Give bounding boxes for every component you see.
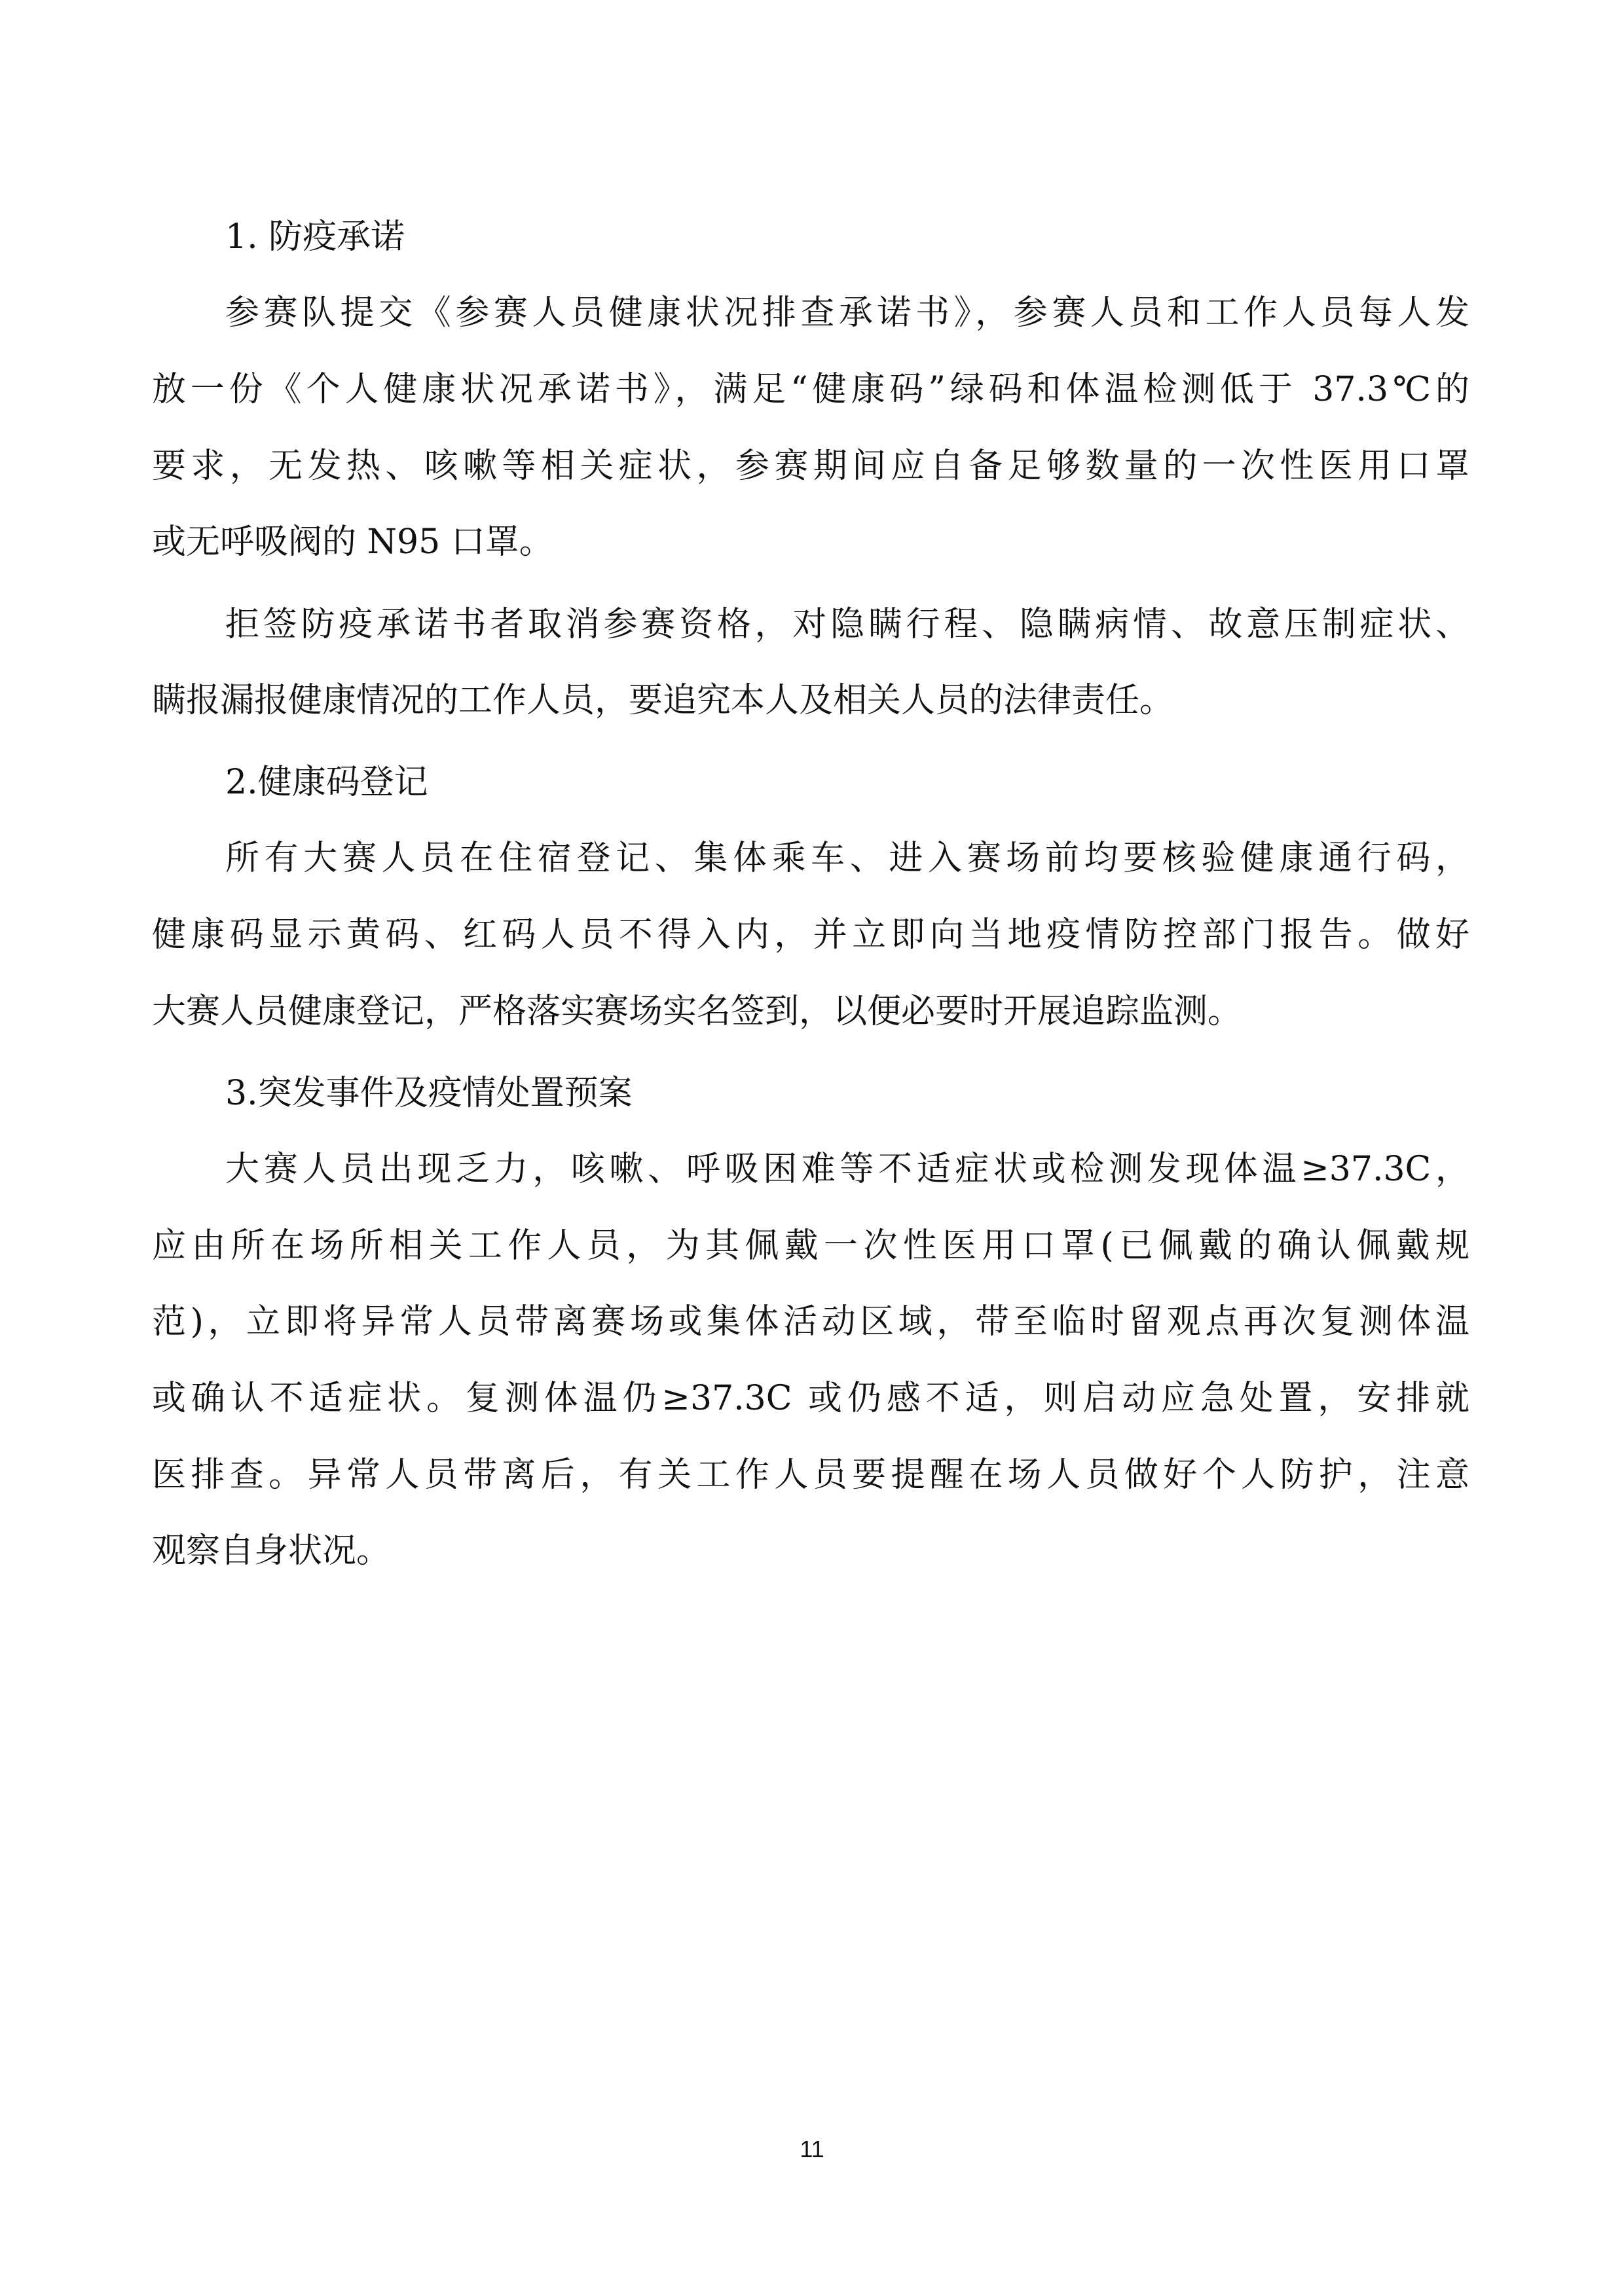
paragraph-line: 范)，立即将异常人员带离赛场或集体活动区域，带至临时留观点再次复测体温 — [152, 1302, 1469, 1341]
paragraph-line: 参赛队提交《参赛人员健康状况排查承诺书》，参赛人员和工作人员每人发 — [225, 293, 1469, 333]
paragraph-line: 应由所在场所相关工作人员，为其佩戴一次性医用口罩(已佩戴的确认佩戴规 — [152, 1226, 1469, 1266]
paragraph-line: 健康码显示黄码、红码人员不得入内，并立即向当地疫情防控部门报告。做好 — [152, 915, 1469, 955]
section-heading-3: 3.突发事件及疫情处置预案 — [225, 1074, 633, 1113]
page-number: 11 — [800, 2136, 824, 2162]
section-heading-2: 2.健康码登记 — [225, 763, 428, 802]
paragraph-line: 大赛人员健康登记，严格落实赛场实名签到，以便必要时开展追踪监测。 — [152, 992, 1242, 1031]
paragraph-line: 瞒报漏报健康情况的工作人员，要追究本人及相关人员的法律责任。 — [152, 681, 1174, 720]
paragraph-line: 观察自身状况。 — [152, 1531, 391, 1571]
paragraph-line: 所有大赛人员在住宿登记、集体乘车、进入赛场前均要核验健康通行码， — [225, 839, 1469, 878]
paragraph-line: 放一份《个人健康状况承诺书》，满足“健康码”绿码和体温检测低于 37.3℃的 — [152, 370, 1469, 409]
paragraph-line: 要求，无发热、咳嗽等相关症状，参赛期间应自备足够数量的一次性医用口罩 — [152, 446, 1469, 486]
paragraph-line: 大赛人员出现乏力，咳嗽、呼吸困难等不适症状或检测发现体温≥37.3C， — [225, 1150, 1469, 1189]
paragraph-line: 医排查。异常人员带离后，有关工作人员要提醒在场人员做好个人防护，注意 — [152, 1455, 1469, 1495]
paragraph-line: 或无呼吸阀的 N95 口罩。 — [152, 522, 553, 562]
paragraph-line: 拒签防疫承诺书者取消参赛资格，对隐瞒行程、隐瞒病情、故意压制症状、 — [225, 605, 1469, 644]
section-heading-1: 1. 防疫承诺 — [225, 217, 405, 257]
paragraph-line: 或确认不适症状。复测体温仍≥37.3C 或仍感不适，则启动应急处置，安排就 — [152, 1379, 1469, 1418]
